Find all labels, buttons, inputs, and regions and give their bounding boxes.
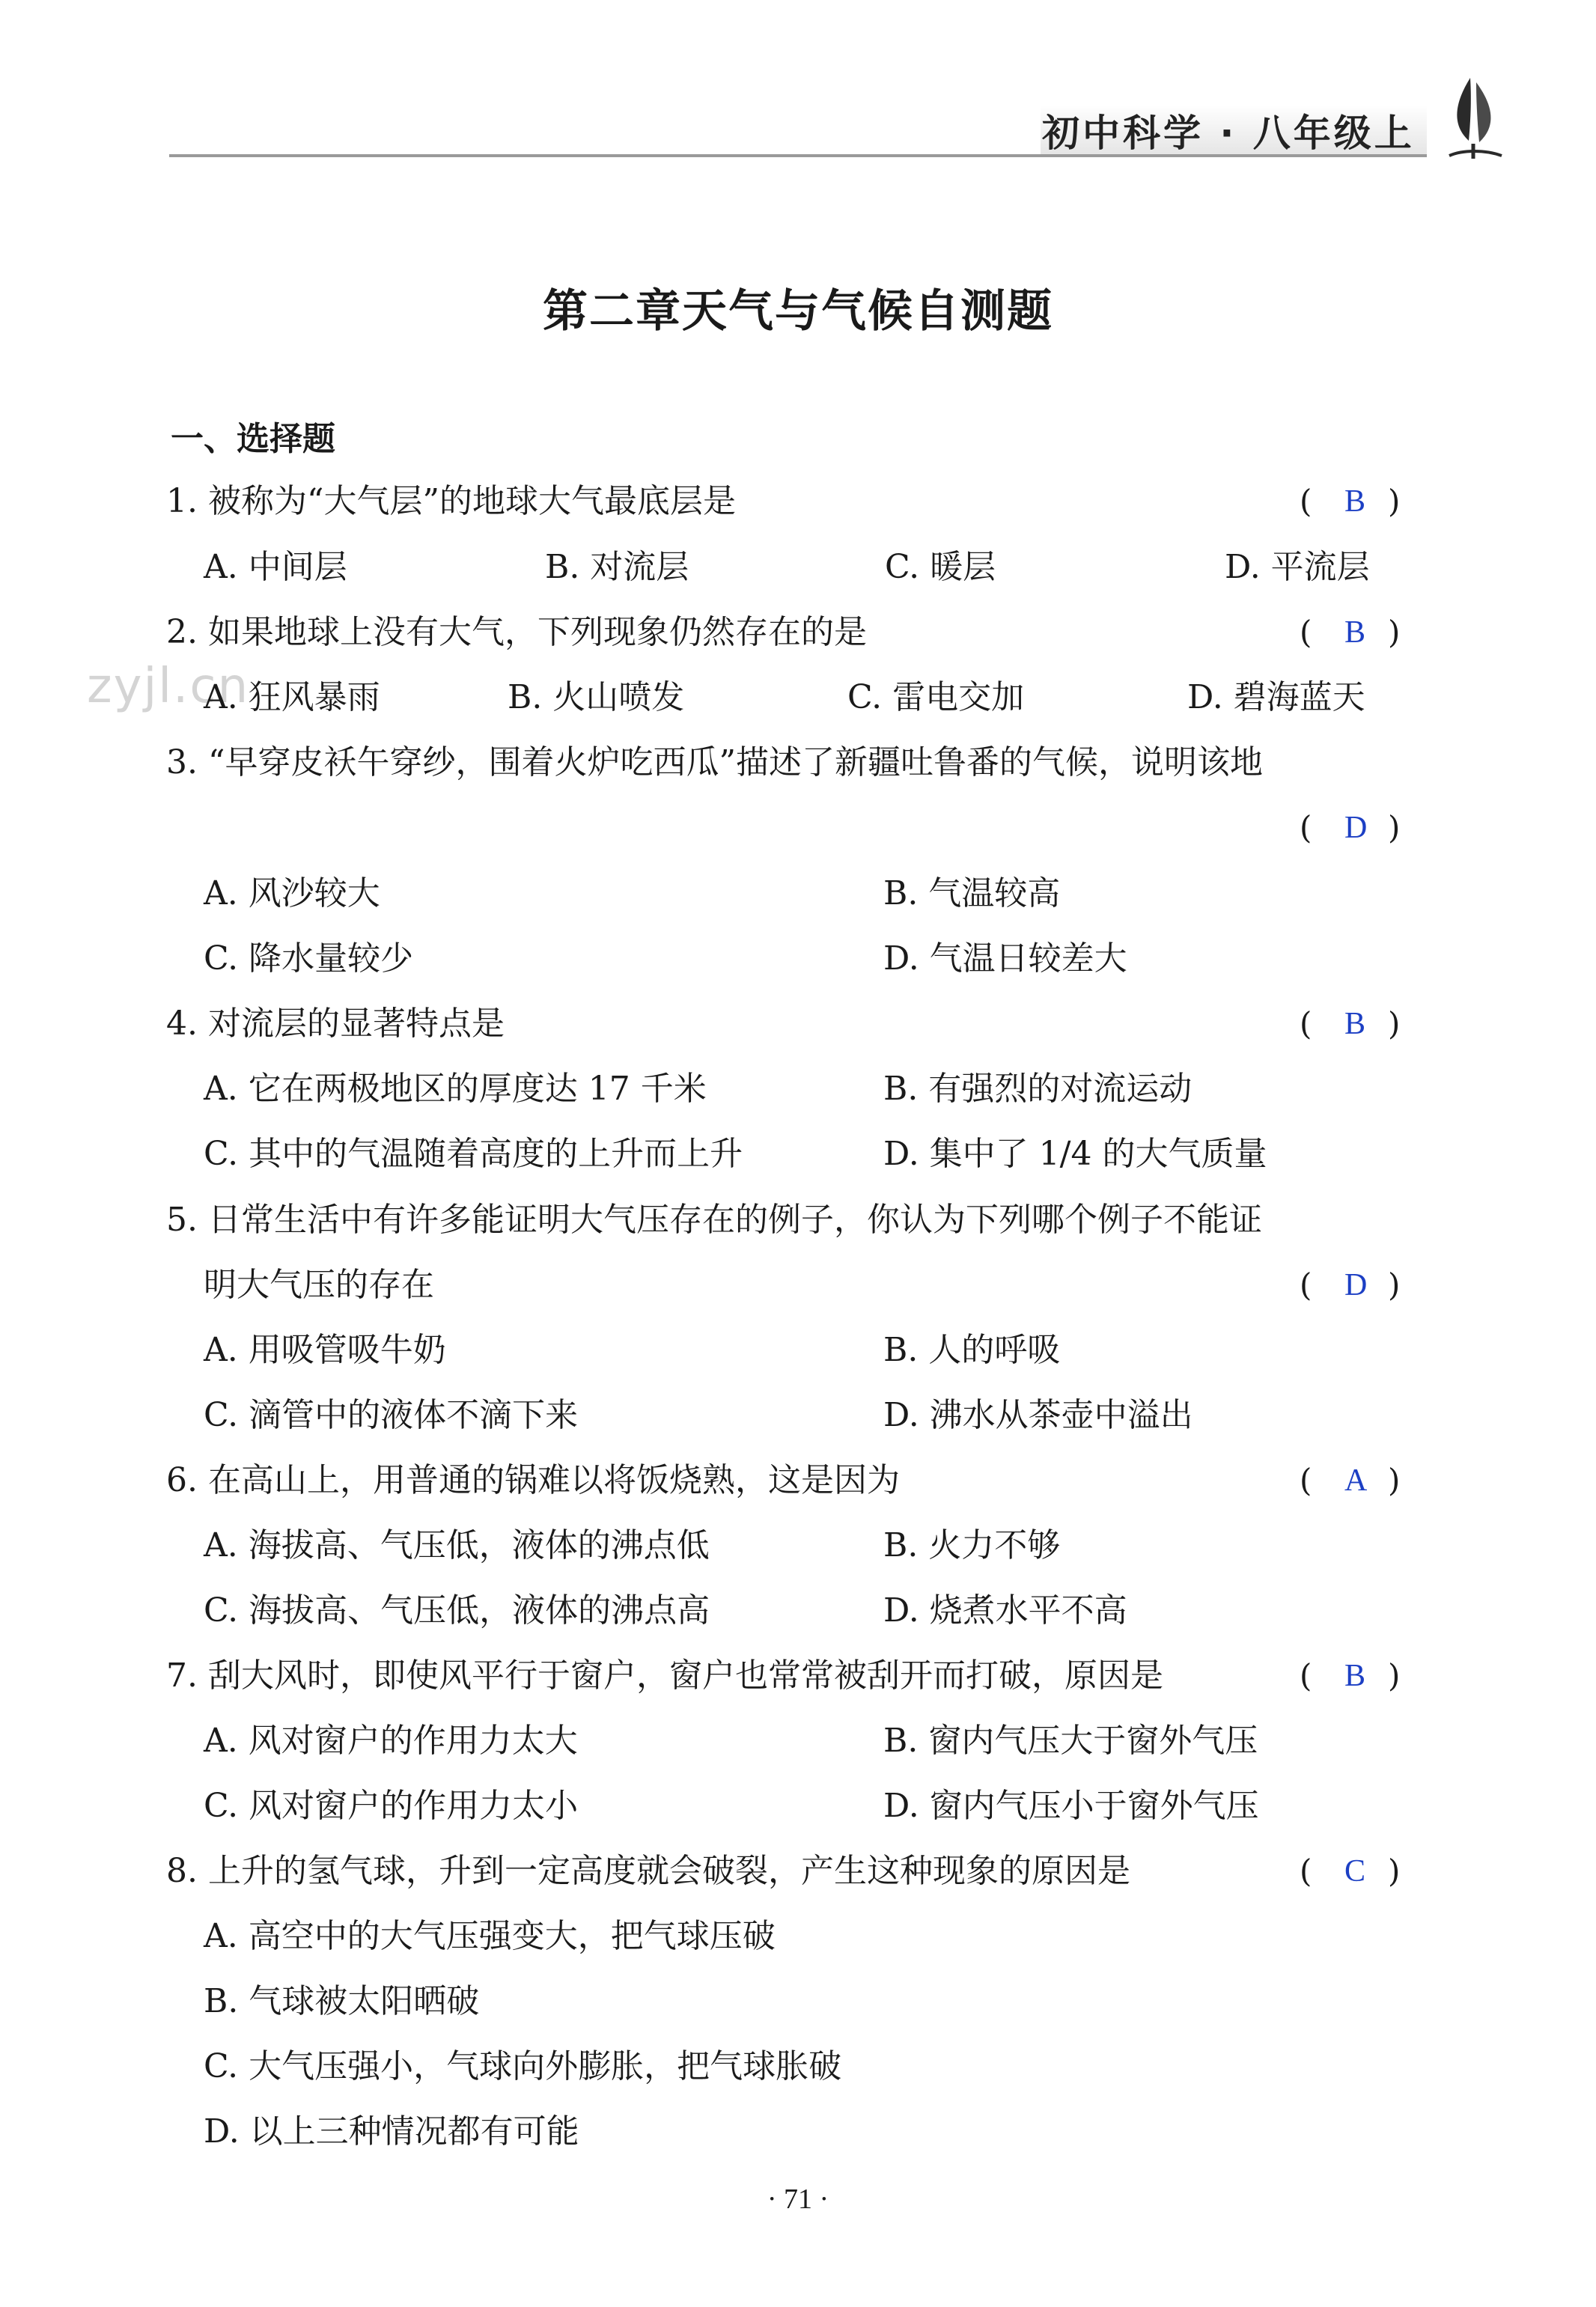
option: C. 风对窗户的作用力太小 bbox=[204, 1787, 579, 1825]
question-stem: 1. 被称为“大气层”的地球大气最底层是 bbox=[166, 482, 736, 520]
option: B. 窗内气压大于窗外气压 bbox=[883, 1722, 1258, 1760]
option: B. 气球被太阳晒破 bbox=[204, 1982, 480, 2020]
option: C. 滴管中的液体不滴下来 bbox=[204, 1396, 579, 1434]
option: D. 气温日较差大 bbox=[883, 939, 1127, 978]
option: A. 风对窗户的作用力太大 bbox=[204, 1722, 578, 1760]
option: C. 海拔高、气压低，液体的沸点高 bbox=[204, 1591, 710, 1630]
answer-value: D bbox=[1344, 811, 1368, 845]
question-stem: 4. 对流层的显著特点是 bbox=[166, 1005, 505, 1043]
page-number: · 71 · bbox=[767, 2183, 829, 2215]
question-stem: 2. 如果地球上没有大气，下列现象仍然存在的是 bbox=[166, 613, 867, 651]
question-stem: 明大气压的存在 bbox=[204, 1266, 434, 1304]
watermark: zyjl.cn bbox=[87, 659, 250, 714]
option: C. 降水量较少 bbox=[204, 939, 414, 978]
header-title: 初中科学 · 八年级上 bbox=[1042, 112, 1415, 155]
answer-value: B bbox=[1344, 484, 1366, 519]
option: A. 高空中的大气压强变大，把气球压破 bbox=[204, 1917, 776, 1955]
option: D. 集中了 1/4 的大气质量 bbox=[883, 1135, 1267, 1173]
answer-value: B bbox=[1344, 1659, 1366, 1693]
option: A. 狂风暴雨 bbox=[204, 678, 380, 716]
option: A. 用吸管吸牛奶 bbox=[204, 1331, 446, 1369]
option: B. 火山喷发 bbox=[508, 678, 685, 716]
option: B. 有强烈的对流运动 bbox=[883, 1070, 1193, 1108]
option: D. 烧煮水平不高 bbox=[883, 1591, 1127, 1630]
question-stem: 8. 上升的氢气球，升到一定高度就会破裂，产生这种现象的原因是 bbox=[166, 1852, 1130, 1890]
option: A. 中间层 bbox=[204, 548, 347, 586]
option: D. 沸水从茶壶中溢出 bbox=[883, 1396, 1193, 1434]
question-stem: 3. “早穿皮袄午穿纱，围着火炉吃西瓜”描述了新疆吐鲁番的气候，说明该地 bbox=[166, 743, 1263, 781]
question-stem: 6. 在高山上，用普通的锅难以将饭烧熟，这是因为 bbox=[166, 1461, 900, 1499]
option: D. 以上三种情况都有可能 bbox=[204, 2112, 579, 2151]
option: D. 碧海蓝天 bbox=[1187, 678, 1365, 716]
leaf-icon bbox=[1440, 72, 1508, 162]
option: B. 对流层 bbox=[545, 548, 689, 586]
answer-value: D bbox=[1344, 1268, 1368, 1302]
answer-value: C bbox=[1344, 1854, 1366, 1889]
page-title: 第二章天气与气候自测题 bbox=[543, 285, 1053, 338]
section-heading: 一、选择题 bbox=[171, 420, 335, 458]
option: B. 人的呼吸 bbox=[883, 1331, 1061, 1369]
option: A. 海拔高、气压低，液体的沸点低 bbox=[204, 1526, 710, 1564]
option: C. 暖层 bbox=[885, 548, 996, 586]
option: B. 气温较高 bbox=[883, 874, 1061, 912]
option: C. 雷电交加 bbox=[847, 678, 1025, 716]
answer-value: B bbox=[1344, 615, 1366, 650]
option: C. 其中的气温随着高度的上升而上升 bbox=[204, 1135, 743, 1173]
option: B. 火力不够 bbox=[883, 1526, 1061, 1564]
option: A. 风沙较大 bbox=[204, 874, 380, 912]
option: C. 大气压强小，气球向外膨胀，把气球胀破 bbox=[204, 2047, 842, 2085]
question-stem: 5. 日常生活中有许多能证明大气压存在的例子，你认为下列哪个例子不能证 bbox=[166, 1201, 1262, 1239]
answer-value: A bbox=[1344, 1463, 1368, 1498]
option: D. 平流层 bbox=[1225, 548, 1370, 586]
question-stem: 7. 刮大风时，即使风平行于窗户，窗户也常常被刮开而打破，原因是 bbox=[166, 1657, 1163, 1695]
answer-value: B bbox=[1344, 1007, 1366, 1041]
option: A. 它在两极地区的厚度达 17 千米 bbox=[204, 1070, 707, 1108]
option: D. 窗内气压小于窗外气压 bbox=[883, 1787, 1259, 1825]
